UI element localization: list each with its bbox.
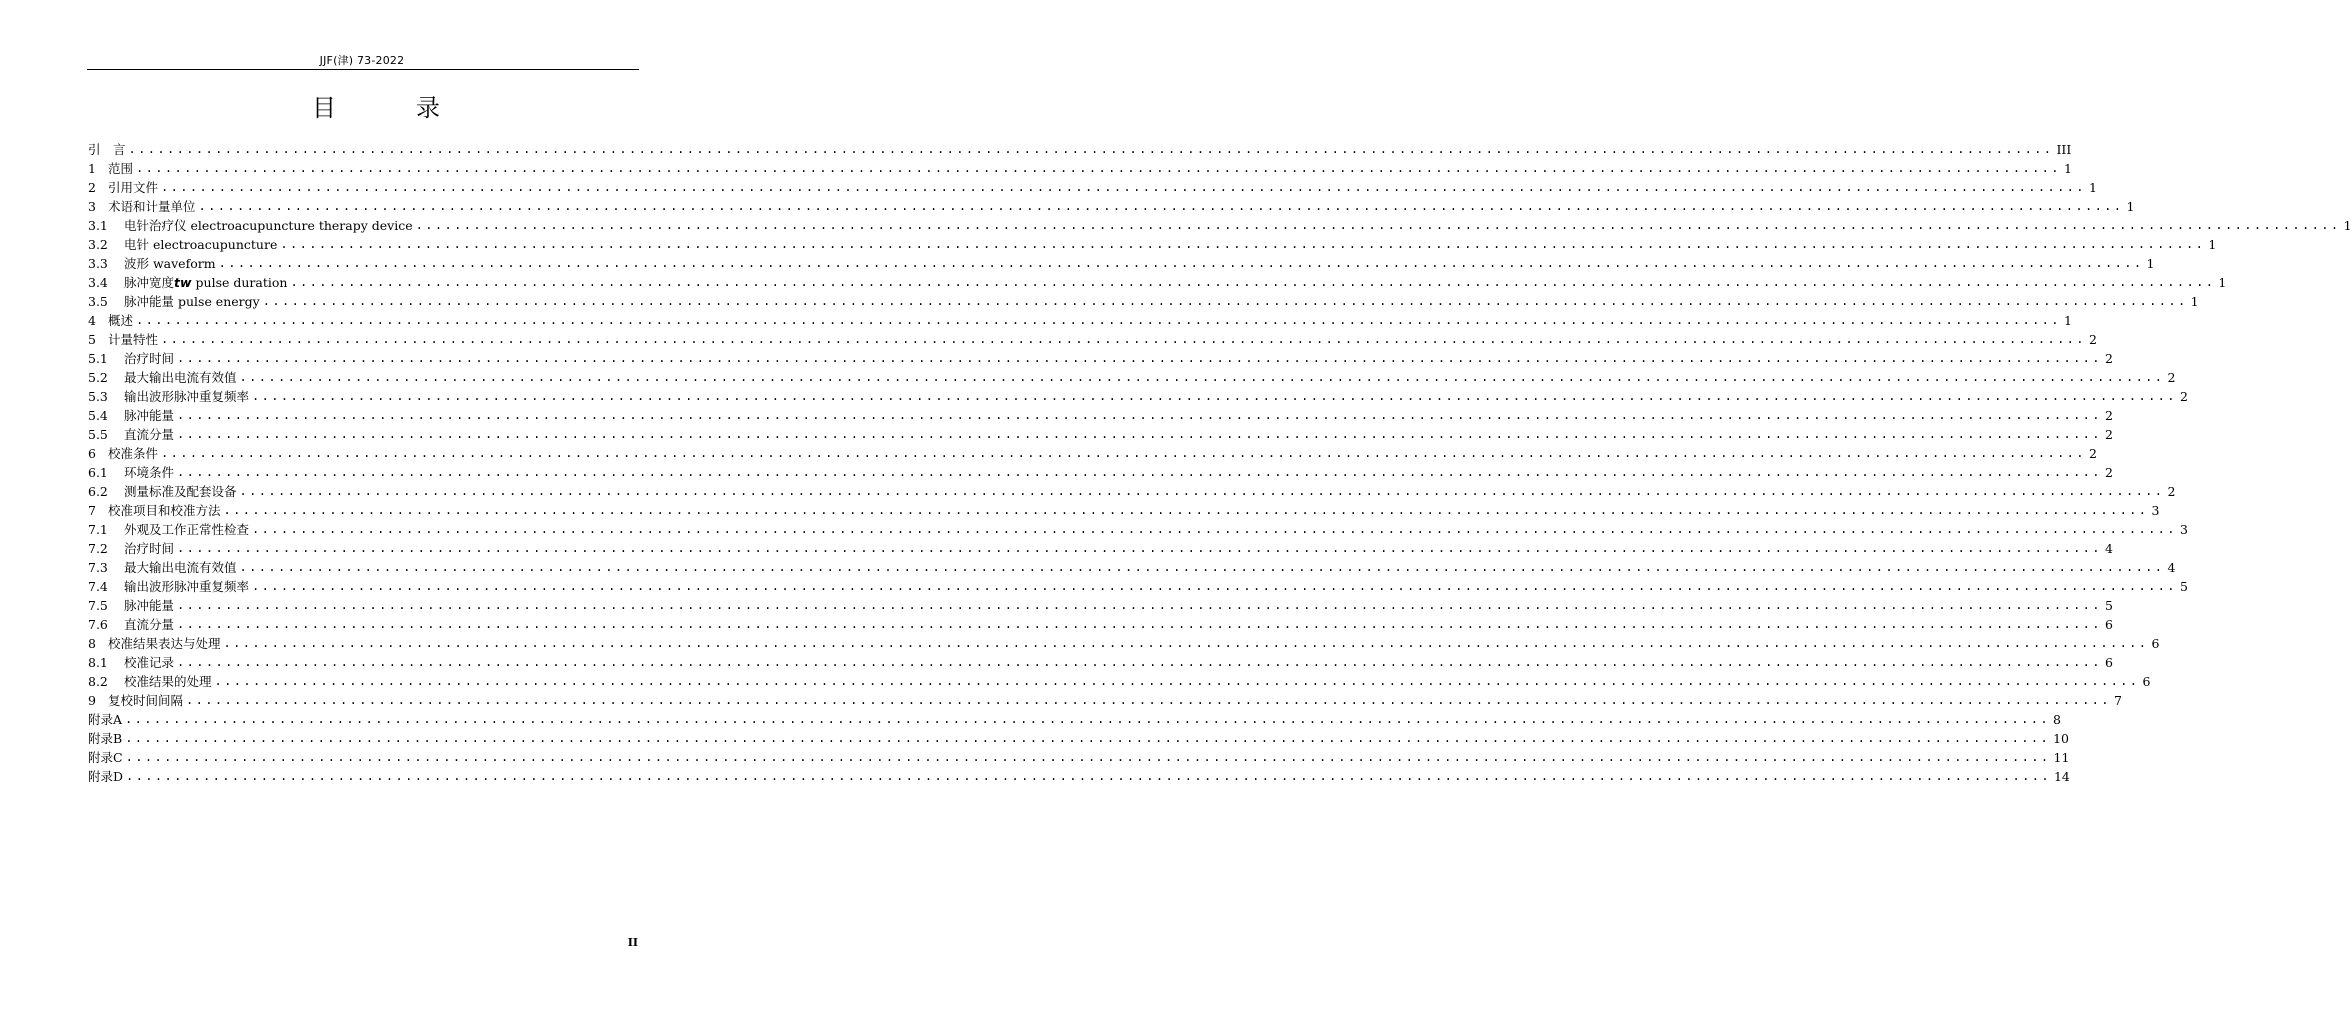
toc-entry-page: 2 <box>2167 370 2176 385</box>
toc-entry-title <box>124 520 249 539</box>
toc-entry-page: 8 <box>2053 712 2061 727</box>
toc-entry-title <box>108 178 158 197</box>
toc-entry-title <box>124 425 174 444</box>
toc-entry-title <box>108 330 158 349</box>
toc-entry[interactable] <box>88 558 2176 577</box>
toc-leader-dots: ........................................................................................................................................................................................................ <box>161 332 2086 346</box>
toc-entry-number: 3.3 <box>88 256 108 271</box>
toc-entry-page: 2 <box>2167 484 2176 499</box>
toc-entry-title <box>124 615 174 634</box>
toc-entry[interactable] <box>88 501 2160 520</box>
toc-entry-page: 3 <box>2151 503 2160 518</box>
toc-entry[interactable] <box>88 520 2188 539</box>
toc-entry-page: 2 <box>2104 351 2113 366</box>
toc-entry-title <box>88 748 123 767</box>
toc-entry[interactable] <box>88 767 2070 786</box>
toc-entry-number: 1 <box>88 161 96 176</box>
toc-entry-title-text: 电针治疗仪 electroacupuncture therapy device <box>124 218 413 233</box>
toc-entry-page: 2 <box>2104 408 2113 423</box>
toc-entry[interactable] <box>88 748 2070 767</box>
toc-entry-page: 2 <box>2104 427 2113 442</box>
toc-entry-number: 3.4 <box>88 275 108 290</box>
toc-entry-number: 6.1 <box>88 465 108 480</box>
toc-entry-title-text: 概述 <box>108 313 134 328</box>
toc-entry-title <box>88 729 122 748</box>
toc-entry-title <box>108 159 133 178</box>
toc-entry-page: 4 <box>2104 541 2113 556</box>
toc-entry[interactable] <box>88 406 2113 425</box>
toc-entry-page: 14 <box>2053 769 2070 784</box>
toc-entry-title-text: 最大输出电流有效值 <box>124 370 237 385</box>
toc-leader-dots: ........................................................................................................................................................................................................ <box>125 750 2051 764</box>
toc-entry-title-text: 外观及工作正常性检查 <box>124 522 250 537</box>
toc-entry-title-text: 治疗时间 <box>124 541 175 556</box>
toc-entry-title <box>108 691 183 710</box>
toc-entry[interactable] <box>88 691 2122 710</box>
toc-entry[interactable] <box>88 178 2097 197</box>
toc-entry-number: 3 <box>88 199 96 214</box>
toc-entry-title-text: 附录C <box>88 750 123 765</box>
toc-entry-number: 9 <box>88 693 96 708</box>
page-title: 目 录 <box>312 94 468 122</box>
toc-entry[interactable] <box>88 539 2113 558</box>
toc-entry[interactable] <box>88 197 2135 216</box>
toc-entry-title <box>124 482 237 501</box>
toc-entry-title <box>108 634 221 653</box>
toc-entry-title <box>88 140 126 159</box>
toc-leader-dots: ........................................................................................................................................................................................................ <box>252 579 2177 593</box>
toc-leader-dots: ........................................................................................................................................................................................................ <box>239 484 2165 498</box>
toc-entry-title-text: 输出波形脉冲重复频率 <box>124 579 250 594</box>
toc-entry-title <box>124 216 413 235</box>
toc-entry-title <box>124 463 174 482</box>
toc-entry[interactable] <box>88 254 2155 273</box>
toc-entry-number: 5 <box>88 332 96 347</box>
toc-leader-dots: ........................................................................................................................................................................................................ <box>161 446 2086 460</box>
toc-entry-number: 2 <box>88 180 96 195</box>
toc-leader-dots: ........................................................................................................................................................................................................ <box>177 541 2102 555</box>
toc-entry-title <box>108 444 158 463</box>
toc-leader-dots: ........................................................................................................................................................................................................ <box>126 769 2051 783</box>
toc-entry-title-text: 测量标准及配套设备 <box>124 484 237 499</box>
toc-leader-dots: ........................................................................................................................................................................................................ <box>125 731 2051 745</box>
toc-entry-title <box>124 254 216 273</box>
toc-entry-title-text: 引用文件 <box>108 180 159 195</box>
toc-entry-title-text: 校准条件 <box>108 446 159 461</box>
toc-leader-dots: ........................................................................................................................................................................................................ <box>125 712 2050 726</box>
toc-entry-title-text: 波形 waveform <box>124 256 216 271</box>
toc-leader-dots: ........................................................................................................................................................................................................ <box>177 408 2102 422</box>
toc-entry-page: 1 <box>2063 313 2072 328</box>
toc-entry-title <box>124 292 260 311</box>
toc-entry-page: 1 <box>2218 275 2227 290</box>
toc-entry-number: 7.4 <box>88 579 108 594</box>
toc-entry-title <box>124 558 237 577</box>
toc-entry-title-text: 附录D <box>88 769 124 784</box>
toc-entry-title-text: 范围 <box>108 161 134 176</box>
toc-entry-title-text: 计量特性 <box>108 332 159 347</box>
toc-entry-page: 6 <box>2104 655 2113 670</box>
toc-leader-dots: ........................................................................................................................................................................................................ <box>136 313 2061 327</box>
table-of-contents <box>88 140 2352 786</box>
toc-entry[interactable] <box>88 235 2217 254</box>
toc-entry[interactable] <box>88 672 2151 691</box>
toc-entry-title-text: 复校时间间隔 <box>108 693 184 708</box>
toc-entry-number: 4 <box>88 313 96 328</box>
toc-entry-title-text: 校准项目和校准方法 <box>108 503 221 518</box>
toc-entry-page: 1 <box>2343 218 2352 233</box>
toc-entry[interactable] <box>88 710 2061 729</box>
toc-entry-title-text: 引 言 <box>88 142 126 157</box>
toc-entry-title <box>88 767 123 786</box>
toc-entry-title <box>124 368 237 387</box>
toc-entry-number: 5.2 <box>88 370 108 385</box>
toc-entry[interactable] <box>88 577 2188 596</box>
toc-entry-number: 5.5 <box>88 427 108 442</box>
toc-entry-number: 6 <box>88 446 96 461</box>
toc-leader-dots: ........................................................................................................................................................................................................ <box>186 693 2111 707</box>
toc-entry[interactable] <box>88 273 2227 292</box>
toc-entry-title-suffix: pulse duration <box>191 275 288 290</box>
toc-entry-number: 3.5 <box>88 294 108 309</box>
toc-leader-dots: ........................................................................................................................................................................................................ <box>223 636 2149 650</box>
toc-entry-number: 7.6 <box>88 617 108 632</box>
toc-entry-page: 6 <box>2142 674 2151 689</box>
toc-leader-dots: ........................................................................................................................................................................................................ <box>161 180 2086 194</box>
toc-entry-title-text: 环境条件 <box>124 465 175 480</box>
toc-leader-dots: ........................................................................................................................................................................................................ <box>262 294 2188 308</box>
toc-leader-dots: ........................................................................................................................................................................................................ <box>218 256 2144 270</box>
toc-entry[interactable] <box>88 368 2176 387</box>
toc-entry-number: 3.2 <box>88 237 108 252</box>
toc-entry-title <box>108 501 221 520</box>
toc-entry-title <box>108 197 196 216</box>
toc-leader-dots: ........................................................................................................................................................................................................ <box>128 142 2054 156</box>
toc-entry-number: 8.2 <box>88 674 108 689</box>
toc-entry[interactable] <box>88 159 2072 178</box>
toc-entry[interactable] <box>88 140 2072 159</box>
toc-entry-page: 6 <box>2151 636 2160 651</box>
toc-entry-title-text: 校准结果表达与处理 <box>108 636 221 651</box>
toc-entry-title-text: 输出波形脉冲重复频率 <box>124 389 250 404</box>
page-number: II <box>627 936 638 949</box>
toc-entry-number: 6.2 <box>88 484 108 499</box>
toc-leader-dots: ........................................................................................................................................................................................................ <box>252 389 2177 403</box>
toc-entry-title-text: 脉冲宽度 <box>124 275 175 290</box>
toc-entry-page: 11 <box>2053 750 2070 765</box>
toc-leader-dots: ........................................................................................................................................................................................................ <box>252 522 2177 536</box>
toc-entry-page: 4 <box>2167 560 2176 575</box>
toc-entry-page: 7 <box>2113 693 2122 708</box>
toc-entry[interactable] <box>88 596 2113 615</box>
toc-entry-title <box>124 235 277 254</box>
toc-entry-page: 5 <box>2179 579 2188 594</box>
toc-entry-title-text: 脉冲能量 pulse energy <box>124 294 260 309</box>
toc-entry[interactable] <box>88 653 2113 672</box>
toc-entry-page: 10 <box>2053 731 2070 746</box>
toc-leader-dots: ........................................................................................................................................................................................................ <box>177 427 2102 441</box>
toc-entry-number: 7 <box>88 503 96 518</box>
toc-entry[interactable] <box>88 482 2176 501</box>
toc-leader-dots: ........................................................................................................................................................................................................ <box>223 503 2149 517</box>
toc-entry[interactable] <box>88 444 2097 463</box>
toc-entry-number: 5.3 <box>88 389 108 404</box>
toc-leader-dots: ........................................................................................................................................................................................................ <box>239 560 2165 574</box>
toc-leader-dots: ........................................................................................................................................................................................................ <box>177 617 2102 631</box>
toc-entry[interactable] <box>88 463 2113 482</box>
toc-entry-number: 3.1 <box>88 218 108 233</box>
toc-entry-number: 7.5 <box>88 598 108 613</box>
toc-entry-page: 5 <box>2104 598 2113 613</box>
document-code-header: JJF(津) 73-2022 <box>319 54 405 67</box>
toc-entry-page: 1 <box>2190 294 2199 309</box>
toc-entry[interactable] <box>88 330 2097 349</box>
header-rule <box>87 69 639 70</box>
toc-entry-title <box>124 596 174 615</box>
toc-leader-dots: ........................................................................................................................................................................................................ <box>177 465 2102 479</box>
toc-entry-number: 7.2 <box>88 541 108 556</box>
toc-entry-page: 1 <box>2208 237 2217 252</box>
toc-entry-title-text: 术语和计量单位 <box>108 199 196 214</box>
toc-entry-page: 2 <box>2088 332 2097 347</box>
toc-entry-symbol: tw <box>174 275 192 290</box>
toc-entry-page: 2 <box>2104 465 2113 480</box>
toc-entry-title-text: 脉冲能量 <box>124 598 175 613</box>
toc-entry-title <box>124 406 174 425</box>
toc-entry[interactable] <box>88 634 2160 653</box>
toc-entry[interactable] <box>88 349 2113 368</box>
toc-entry[interactable] <box>88 311 2072 330</box>
toc-entry-number: 8.1 <box>88 655 108 670</box>
toc-entry-page: 1 <box>2126 199 2135 214</box>
toc-entry-title <box>124 349 174 368</box>
toc-entry[interactable] <box>88 615 2113 634</box>
toc-entry-number: 7.1 <box>88 522 108 537</box>
toc-entry-number: 7.3 <box>88 560 108 575</box>
toc-leader-dots: ........................................................................................................................................................................................................ <box>136 161 2061 175</box>
toc-entry-page: 1 <box>2063 161 2072 176</box>
toc-entry-title-text: 脉冲能量 <box>124 408 175 423</box>
toc-entry-page: 3 <box>2179 522 2188 537</box>
toc-entry-title-text: 电针 electroacupuncture <box>124 237 278 252</box>
toc-entry-page: III <box>2056 142 2072 157</box>
toc-entry-title-text: 治疗时间 <box>124 351 175 366</box>
toc-leader-dots: ........................................................................................................................................................................................................ <box>290 275 2216 289</box>
toc-leader-dots: ........................................................................................................................................................................................................ <box>177 655 2102 669</box>
toc-entry[interactable] <box>88 729 2070 748</box>
toc-entry-page: 1 <box>2146 256 2155 271</box>
toc-entry-title-text: 直流分量 <box>124 427 175 442</box>
toc-leader-dots: ........................................................................................................................................................................................................ <box>239 370 2165 384</box>
toc-leader-dots: ........................................................................................................................................................................................................ <box>415 218 2341 232</box>
toc-entry[interactable] <box>88 292 2199 311</box>
toc-entry-number: 5.1 <box>88 351 108 366</box>
toc-entry-title <box>88 710 122 729</box>
toc-entry-title <box>124 387 249 406</box>
toc-entry-title-text: 附录A <box>88 712 123 727</box>
toc-leader-dots: ........................................................................................................................................................................................................ <box>280 237 2206 251</box>
toc-leader-dots: ........................................................................................................................................................................................................ <box>177 598 2102 612</box>
toc-entry[interactable] <box>88 425 2113 444</box>
toc-entry-title-text: 校准结果的处理 <box>124 674 212 689</box>
toc-entry-title-text: 校准记录 <box>124 655 175 670</box>
toc-entry-page: 1 <box>2088 180 2097 195</box>
toc-entry-title <box>124 653 174 672</box>
toc-entry-page: 2 <box>2088 446 2097 461</box>
toc-entry-title-text: 直流分量 <box>124 617 175 632</box>
toc-entry-title <box>124 539 174 558</box>
toc-entry-title <box>108 311 133 330</box>
toc-entry[interactable] <box>88 216 2352 235</box>
toc-leader-dots: ........................................................................................................................................................................................................ <box>214 674 2140 688</box>
toc-entry-number: 8 <box>88 636 96 651</box>
toc-leader-dots: ........................................................................................................................................................................................................ <box>198 199 2124 213</box>
toc-entry-page: 6 <box>2104 617 2113 632</box>
toc-leader-dots: ........................................................................................................................................................................................................ <box>177 351 2102 365</box>
toc-entry-title <box>124 577 249 596</box>
toc-entry-title-text: 最大输出电流有效值 <box>124 560 237 575</box>
toc-entry-title <box>124 273 287 292</box>
toc-entry-number: 5.4 <box>88 408 108 423</box>
toc-entry[interactable] <box>88 387 2188 406</box>
toc-entry-page: 2 <box>2179 389 2188 404</box>
toc-entry-title-text: 附录B <box>88 731 123 746</box>
toc-entry-title <box>124 672 212 691</box>
